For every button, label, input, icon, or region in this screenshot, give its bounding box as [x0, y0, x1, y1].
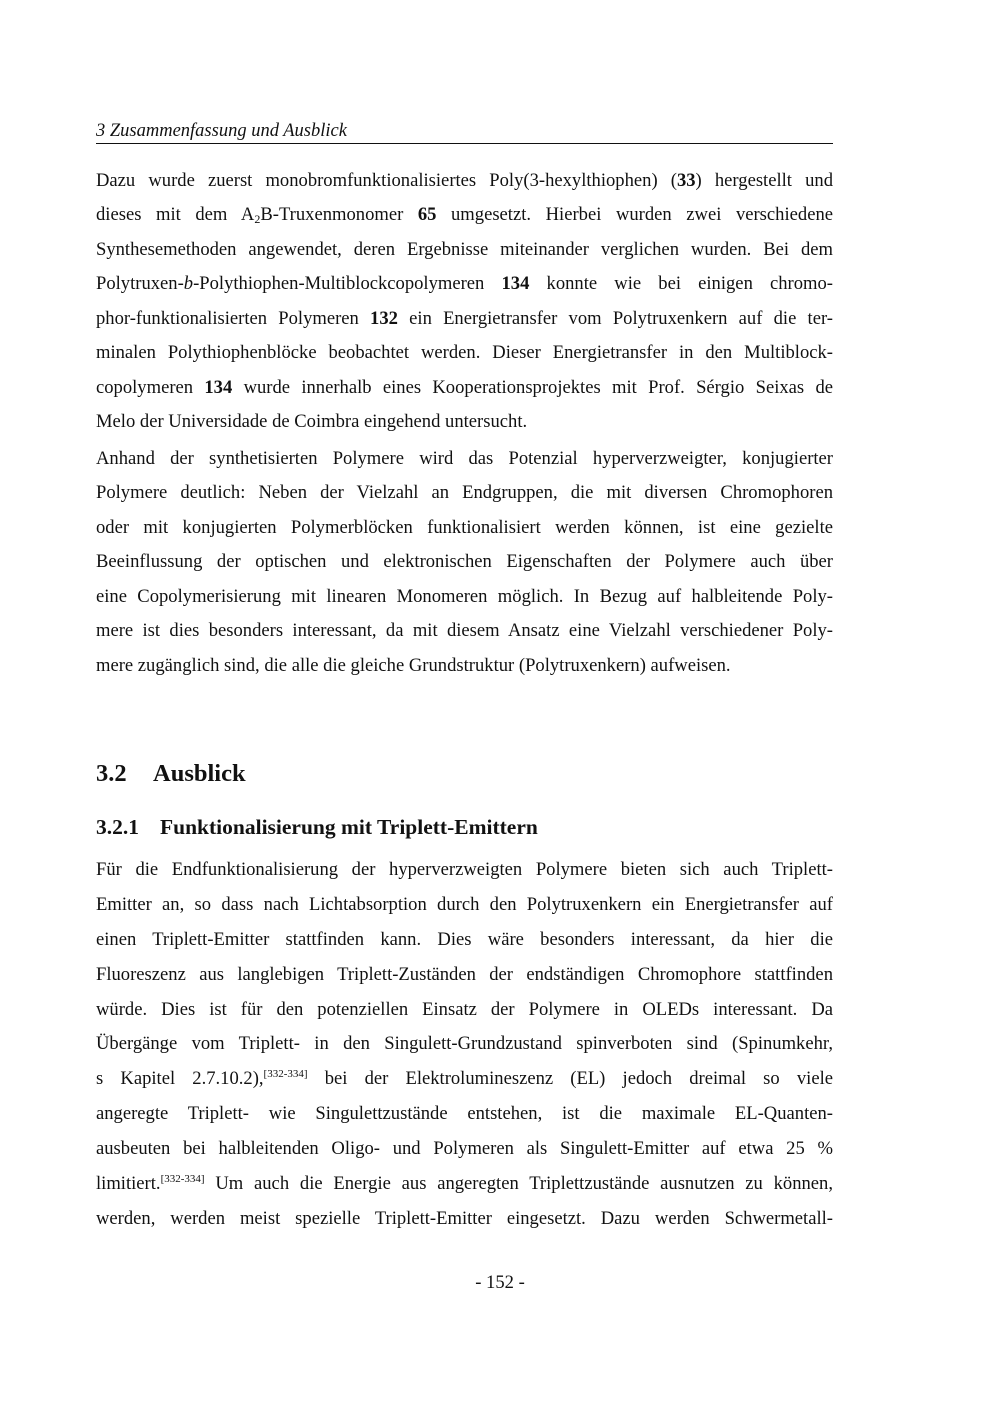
italic-text: b: [183, 273, 194, 295]
text-line: [96, 1202, 833, 1237]
text-line: [96, 1097, 833, 1132]
text-run: konnte wie bei einigen chromo-: [529, 273, 833, 295]
text-run: ausbeuten bei halbleitenden Oligo- und Polymeren als Singulett-Emitter auf etwa 25 %: [96, 1138, 833, 1160]
text-line: [96, 1062, 833, 1097]
text-run: ) hergestellt und: [695, 170, 833, 191]
text-run: Dazu wurde zuerst monobromfunktionalisiertes Poly(3-hexylthiophen) (: [96, 170, 677, 191]
text-run: wurde innerhalb eines Kooperationsprojektes mit Prof. Sérgio Seixas de: [232, 376, 833, 398]
text-line: [96, 267, 833, 301]
text-line: [96, 614, 833, 648]
text-line: [96, 545, 833, 579]
text-line: [96, 1027, 833, 1062]
text-line: [96, 336, 833, 370]
compound-number: 134: [501, 273, 530, 295]
text-run: Beeinflussung der optischen und elektronischen Eigenschaften der Polymere auch über: [96, 551, 833, 573]
paragraph-summary-1: [96, 164, 833, 440]
text-line: [96, 371, 833, 405]
text-line: [96, 993, 833, 1028]
text-line: [96, 649, 833, 683]
compound-number: 134: [204, 376, 233, 398]
text-run: minalen Polythiophenblöcke beobachtet werden. Dieser Energietransfer in den Multiblock-: [96, 342, 833, 364]
text-run: ein Energietransfer vom Polytruxenkern auf die ter-: [397, 307, 833, 329]
paragraph-summary-2: [96, 442, 833, 683]
text-line: [96, 476, 833, 510]
text-run: Polymere deutlich: Neben der Vielzahl an Endgruppen, die mit diversen Chromophoren: [96, 482, 833, 504]
text-run: Für die Endfunktionalisierung der hyperverzweigten Polymere bieten sich auch Triplett-: [96, 859, 833, 880]
text-line: [96, 511, 833, 545]
header-rule: [96, 143, 833, 144]
subsection-number: 3.2.1: [96, 815, 139, 839]
text-run: werden, werden meist spezielle Triplett-Emitter eingesetzt. Dazu werden Schwermetall-: [96, 1207, 833, 1229]
section-heading: [96, 758, 246, 790]
text-run: limitiert.: [96, 1173, 161, 1195]
subsection-title: Funktionalisierung mit Triplett-Emittern: [160, 815, 538, 839]
text-line: [96, 198, 833, 232]
text-line: [96, 233, 833, 267]
citation-reference: [332-334]: [263, 1068, 308, 1081]
paragraph-triplet-emitters: [96, 853, 833, 1237]
text-run: -Polythiophen-Multiblockcopolymeren: [193, 273, 502, 295]
text-run: Anhand der synthetisierten Polymere wird das Potenzial hyperverzweigter, konjugierter: [96, 448, 833, 469]
text-run: Um auch die Energie aus angeregten Triplettzustände ausnutzen zu können,: [204, 1173, 833, 1195]
text-run: einen Triplett-Emitter stattfinden kann. Dies wäre besonders interessant, da hier die: [96, 928, 833, 950]
compound-number: 33: [676, 170, 696, 191]
citation-reference: [332-334]: [160, 1173, 205, 1186]
text-run: Fluoreszenz aus langlebigen Triplett-Zuständen der endständigen Chromophore stattfinden: [96, 963, 833, 985]
section-number: 3.2: [96, 760, 127, 787]
text-run: umgesetzt. Hierbei wurden zwei verschiedene: [436, 204, 833, 226]
text-run: mere zugänglich sind, die alle die gleiche Grundstruktur (Polytruxenkern) aufweisen.: [96, 654, 731, 676]
text-run: angeregte Triplett- wie Singulettzustände entstehen, ist die maximale EL-Quanten-: [96, 1103, 833, 1125]
text-run: copolymeren: [96, 376, 205, 398]
text-line: [96, 1132, 833, 1167]
text-run: B-Truxenmonomer: [260, 204, 418, 226]
text-run: Melo der Universidade de Coimbra eingehend untersucht.: [96, 411, 528, 433]
text-run: phor-funktionalisierten Polymeren: [96, 307, 371, 329]
text-run: Polytruxen-: [96, 273, 184, 295]
text-run: dieses mit dem A: [96, 204, 255, 226]
text-line: [96, 580, 833, 614]
text-line: [96, 405, 833, 439]
text-line: [96, 442, 833, 476]
text-line: [96, 1167, 833, 1202]
text-line: [96, 853, 833, 888]
subsection-heading: [96, 813, 538, 841]
text-run: s Kapitel 2.7.10.2),: [96, 1068, 264, 1090]
text-line: [96, 888, 833, 923]
text-run: Emitter an, so dass nach Lichtabsorption durch den Polytruxenkern ein Energietransfer auf: [96, 893, 833, 915]
text-run: bei der Elektrolumineszenz (EL) jedoch dreimal so viele: [307, 1068, 833, 1090]
text-run: würde. Dies ist für den potenziellen Einsatz der Polymere in OLEDs interessant. Da: [96, 998, 833, 1020]
text-line: [96, 923, 833, 958]
text-run: Synthesemethoden angewendet, deren Ergebnisse miteinander verglichen wurden. Bei dem: [96, 238, 833, 260]
text-line: [96, 302, 833, 336]
text-run: mere ist dies besonders interessant, da mit diesem Ansatz eine Vielzahl verschiedener Poly-: [96, 620, 833, 642]
text-run: Übergänge vom Triplett- in den Singulett-Grundzustand spinverboten sind (Spinumkehr,: [96, 1033, 833, 1055]
running-header: 3 Zusammenfassung und Ausblick: [96, 121, 347, 141]
text-line: [96, 958, 833, 993]
text-run: oder mit konjugierten Polymerblöcken funktionalisiert werden können, ist eine gezielte: [96, 516, 833, 538]
section-title: Ausblick: [153, 760, 246, 787]
text-run: eine Copolymerisierung mit linearen Monomeren möglich. In Bezug auf halbleitende Poly-: [96, 585, 833, 607]
compound-number: 132: [370, 307, 398, 329]
compound-number: 65: [417, 204, 437, 226]
page-number: - 152 -: [475, 1272, 525, 1293]
subscript: 2: [254, 212, 261, 227]
text-line: [96, 164, 833, 198]
